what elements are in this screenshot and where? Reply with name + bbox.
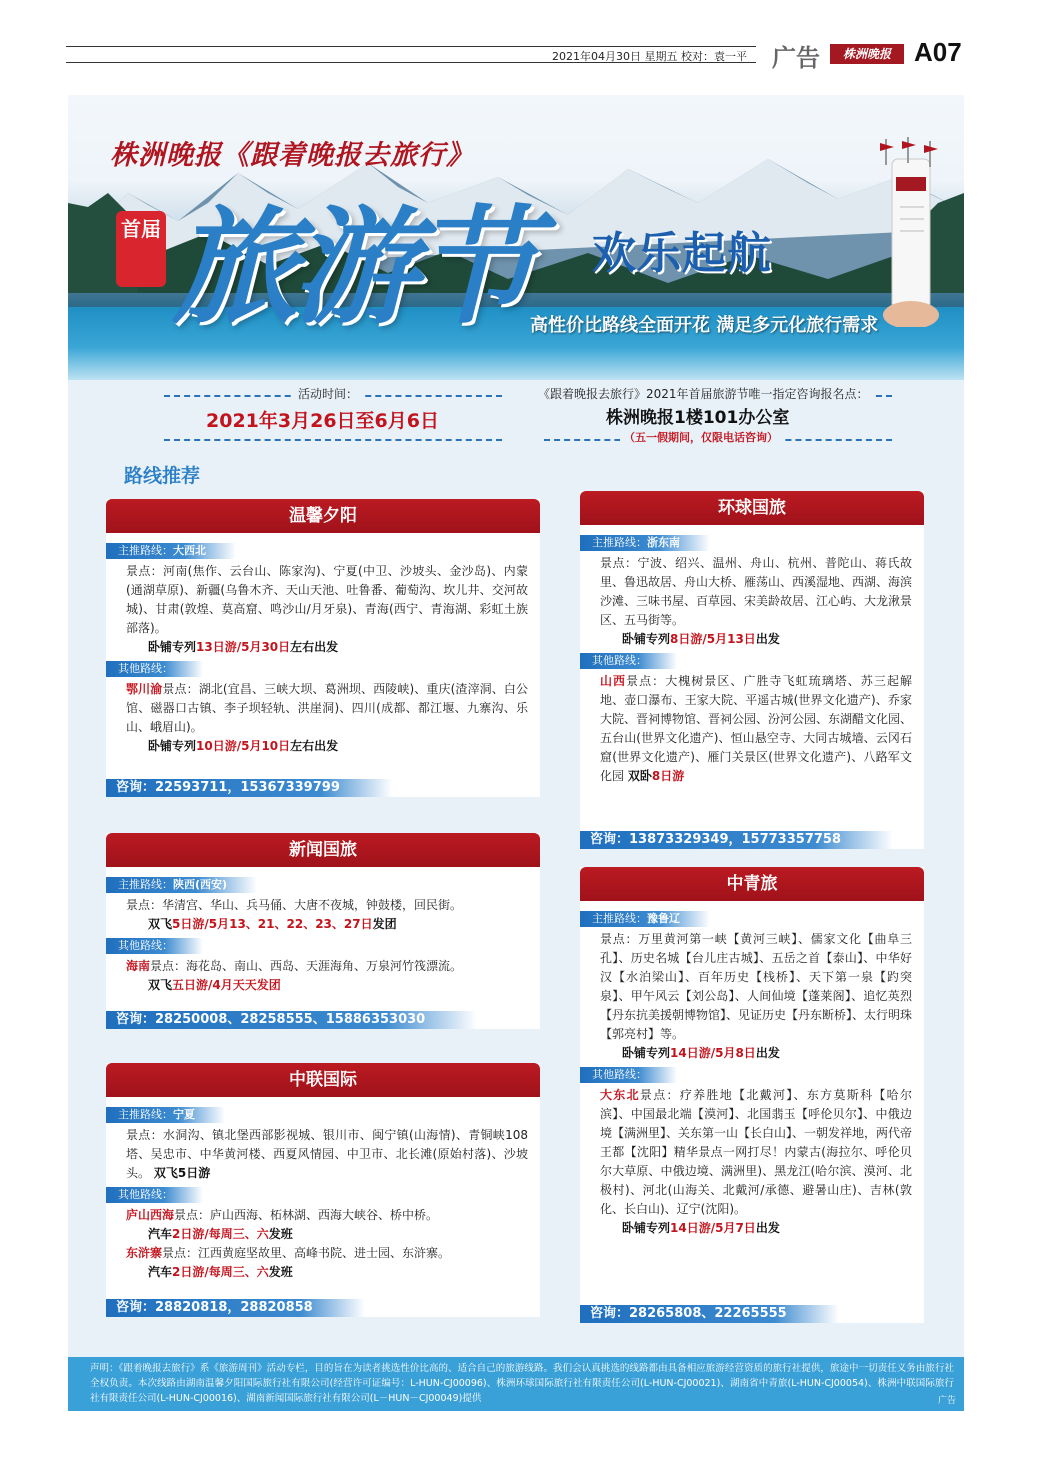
activity-dates: 2021年3月26日至6月6日 [206,410,439,432]
rolled-newspaper-icon [874,137,944,327]
route-attractions: 景点：河南(焦作、云台山、陈家沟)、宁夏(中卫、沙坡头、金沙岛)、内蒙(通湖草原)、新疆(乌鲁木齐、天山天池、吐鲁番、葡萄沟、坎儿井、交河故城)、甘肃(敦煌、莫高窟、鸣沙山/月牙泉)、青海(西宁、青海湖、彩虹土族部落)。 [126,564,528,635]
route-schedule: 卧铺专列13日游/5月30日左右出发 [148,640,339,654]
activity-time-label: 活动时间： [294,385,362,402]
main-route-tag: 主推路线：豫鲁辽 [580,911,710,927]
newspaper-logo: 株洲晚报 [830,44,904,64]
route-attractions: 大东北景点：疗养胜地【北戴河】、东方莫斯科【哈尔滨】、中国最北端【漠河】、北国翡玉【呼伦贝尔】、中俄边境【满洲里】、关东第一山【长白山】、一朝发祥地，两代帝王都【沈阳】精华景点一网打尽！内蒙古(海拉尔、呼伦贝尔大草原、中俄边境、满洲里)、黑龙江(哈尔滨、漠河、北极村)、河北(山海关、北戴河/承德、避暑山庄)、吉林(敦化、长白山)、辽宁(沈阳)。 [600,1088,913,1216]
consult-phone: 咨询：28265808、22265555 [580,1305,839,1323]
consult-phone: 咨询：28820818，28820858 [106,1299,365,1317]
other-route-tag: 其他路线： [106,1187,203,1203]
disclaimer: 声明：《跟着晚报去旅行》系《旅游周刊》活动专栏，目的旨在为读者挑选性价比高的、适合自己的旅游线路。我们会认真挑选的线路都由具备相应旅游经营资质的旅行社提供，旅途中一切责任义务由旅行社全权负责。本次线路由湖南温馨夕阳国际旅行社有限公司(经营许可证编号：L-HUN-CJ00096)、株洲环球国际旅行社有限责任公司(L-HUN-CJ00021)、湖南省中青旅(L-HUN-CJ00054)、株洲中联国际旅行社有限责任公司(L-HUN-CJ00016)、湖南新闻国际旅行社有限公司(L－HUN－CJ00049)提供 广告 [68,1357,964,1411]
header-rule [66,46,756,47]
section-name: 广告 [772,43,820,72]
agency-card-wenxin [106,499,540,797]
other-route-tag: 其他路线： [580,1067,677,1083]
agency-title: 新闻国旅 [106,833,540,867]
routes-heading: 路线推荐 [124,465,201,487]
route-attractions: 景点：水洞沟、镇北堡西部影视城、银川市、闽宁镇(山海情)、青铜峡108塔、吴忠市、中华黄河楼、西夏风情园、中卫市、北长滩(原始村落)、沙坡头。 双飞5日游 [126,1128,528,1180]
route-attractions: 景点：万里黄河第一峡【黄河三峡】、儒家文化【曲阜三孔】、历史名城【台儿庄古城】、五岳之首【泰山】、中华好汉【水泊梁山】、百年历史【栈桥】、天下第一泉【趵突泉】、甲午风云【刘公岛】、人间仙境【蓬莱阁】、追忆英烈【丹东抗美援朝博物馆】、见证历史【丹东断桥】、太行明珠【郭亮村】等。 [600,932,913,1041]
agency-card-huanqiu [580,491,924,849]
route-schedule: 卧铺专列14日游/5月7日出发 [622,1221,780,1235]
route-schedule: 双飞5日游/5月13、21、22、23、27日发团 [148,917,397,931]
consult-phone: 咨询：22593711，15367339799 [106,779,392,797]
registration-intro: 《跟着晚报去旅行》2021年首届旅游节唯一指定咨询报名点： [534,385,873,402]
route-attractions: 山西景点：大槐树景区、广胜寺飞虹琉璃塔、苏三起解地、壶口瀑布、王家大院、平遥古城(世界文化遗产)、乔家大院、晋祠博物馆、晋祠公园、汾河公园、东湖醋文化园、五台山(世界文化遗产)、恒山悬空寺、大同古城墙、云冈石窟(世界文化遗产)、雁门关景区(世界文化遗产)、八路军文化园 双卧8日游 [600,674,913,783]
main-route-tag: 主推路线：浙东南 [580,535,710,551]
consult-phone: 咨询：28250008、28258555、15886353030 [106,1011,477,1029]
main-route-tag: 主推路线：大西北 [106,543,236,559]
route-attractions: 海南景点：海花岛、南山、西岛、天涯海角、万泉河竹筏漂流。 [126,959,463,973]
header-meta: 2021年04月30日 星期五 校对：袁一平 [552,50,747,63]
registration-note: （五一假期间，仅限电话咨询） [620,429,782,445]
route-schedule: 汽车2日游/每周三、六发班 [148,1265,293,1279]
route-schedule: 双飞五日游/4月天天发团 [148,978,281,992]
agency-title: 中青旅 [580,867,924,901]
agency-card-xinwen [106,833,540,1029]
route-attractions: 景点：华清宫、华山、兵马俑、大唐不夜城，钟鼓楼，回民街。 [126,898,463,912]
other-route-tag: 其他路线： [106,661,203,677]
registration-office-name: 株洲晚报1楼101办公室 [606,408,790,428]
festival-title: 旅游节 [172,193,532,341]
route-schedule: 汽车2日游/每周三、六发班 [148,1227,293,1241]
route-attractions: 景点：宁波、绍兴、温州、舟山、杭州、普陀山、蒋氏故里、鲁迅故居、舟山大桥、雁荡山、西溪湿地、西湖、海滨沙滩、三味书屋、百草园、宋美龄故居、江心屿、大龙湫景区、五马街等。 [600,556,913,627]
consult-phone: 咨询：13873329349，15773357758 [580,831,893,849]
main-route-tag: 主推路线：宁夏 [106,1107,225,1123]
campaign-brand: 株洲晚报《跟着晚报去旅行》 [110,140,474,171]
page-number: A07 [914,37,962,67]
route-schedule: 卧铺专列14日游/5月8日出发 [622,1046,780,1060]
page-header [66,36,966,72]
agency-title: 温馨夕阳 [106,499,540,533]
agency-title: 中联国际 [106,1063,540,1097]
agency-title: 环球国旅 [580,491,924,525]
agency-card-zhonglian [106,1063,540,1317]
other-route-tag: 其他路线： [106,938,203,954]
travel-advertisement [68,95,964,1411]
other-route-tag: 其他路线： [580,653,677,669]
first-edition-badge: 首届 [116,211,166,287]
route-schedule: 卧铺专列8日游/5月13日出发 [622,632,780,646]
route-schedule: 卧铺专列10日游/5月10日左右出发 [148,739,339,753]
agency-card-zhongqing [580,867,924,1323]
route-attractions: 鄂川渝景点：湖北(宜昌、三峡大坝、葛洲坝、西陵峡)、重庆(渣滓洞、白公馆、磁器口古镇、李子坝轻轨、洪崖洞)、四川(成都、都江堰、九寨沟、乐山、峨眉山)。 [126,682,528,734]
route-attractions: 庐山西海景点：庐山西海、柘林湖、西海大峡谷、桥中桥。 [126,1208,439,1222]
route-attractions: 东浒寨景点：江西黄庭坚故里、高峰书院、进士园、东浒寨。 [126,1246,451,1260]
advertisement-mark: 广告 [937,1396,956,1406]
main-route-tag: 主推路线：陕西(西安) [106,877,257,893]
hero-banner [68,95,964,380]
festival-subtitle: 欢乐起航 [592,228,772,279]
festival-slogan: 高性价比路线全面开花 满足多元化旅行需求 [530,315,879,336]
